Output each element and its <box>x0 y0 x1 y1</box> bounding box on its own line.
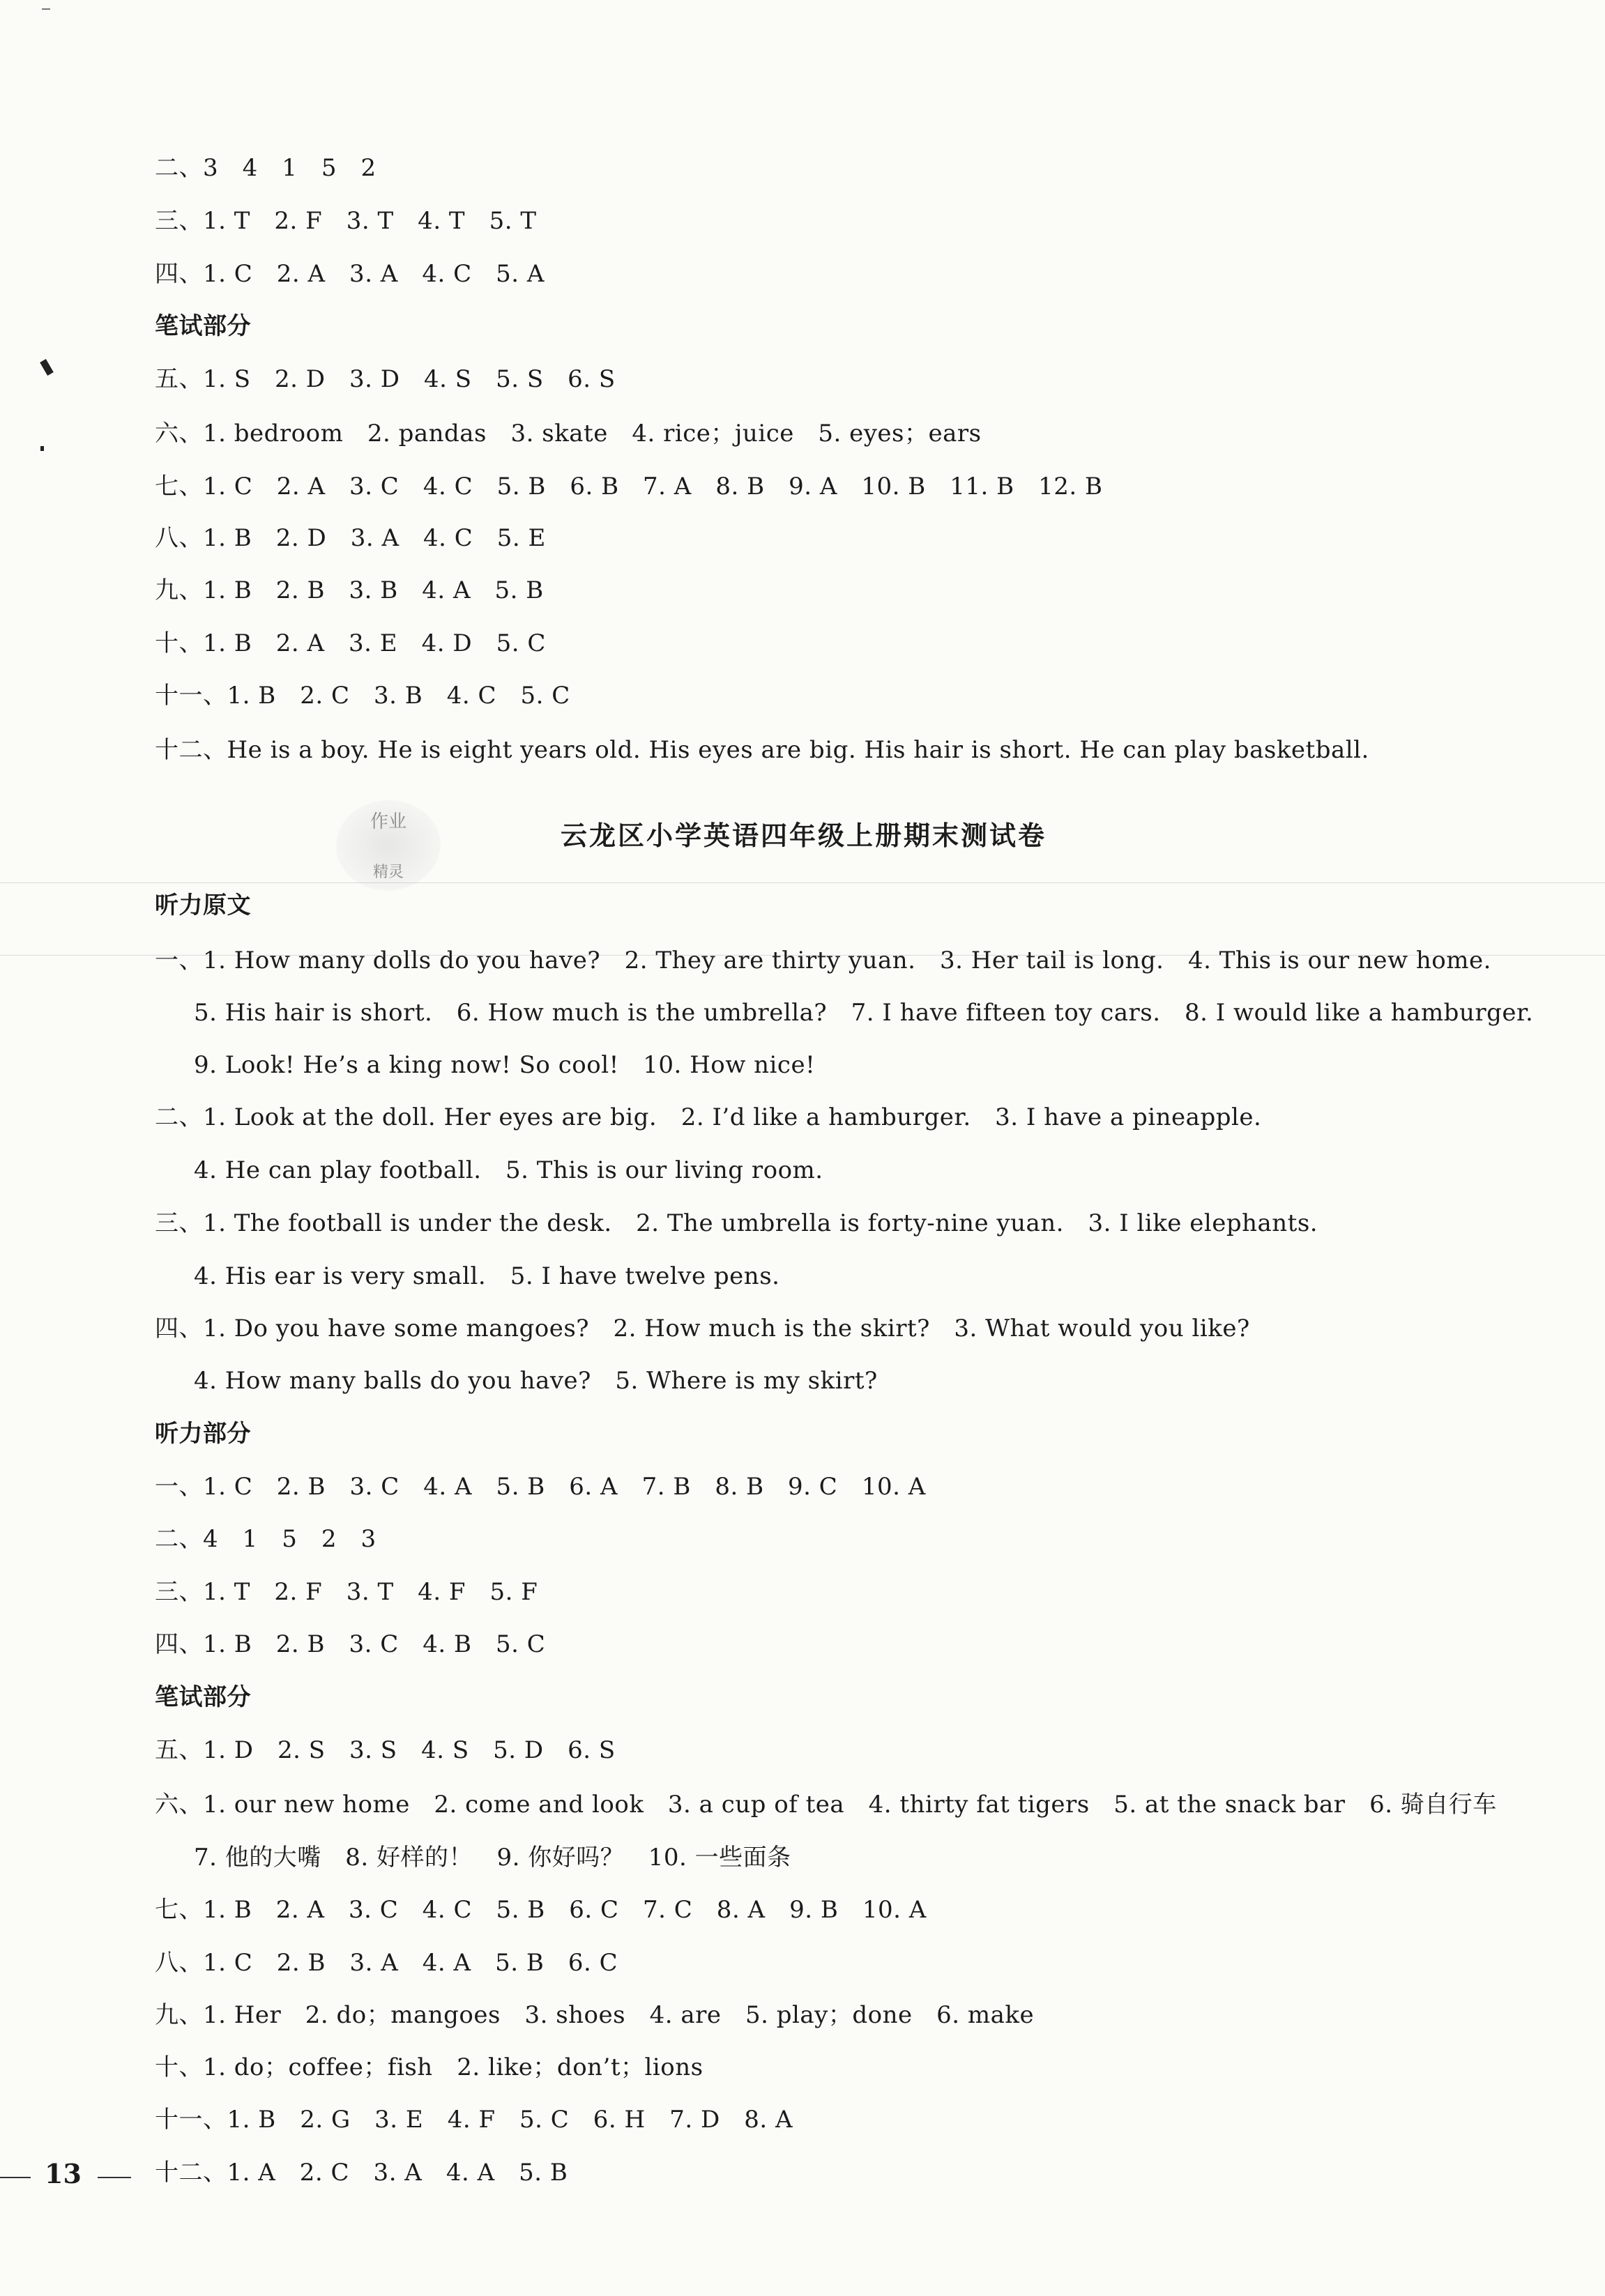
scan-speck <box>42 8 50 10</box>
answer-line: 六、1. our new home 2. come and look 3. a cup of tea 4. thirty fat tigers 5. at the snack bar 6. 骑自行车 <box>155 1791 1497 1819</box>
answer-line: 八、1. B 2. D 3. A 4. C 5. E <box>155 524 546 552</box>
section-heading: 笔试部分 <box>155 1683 251 1711</box>
answer-line: 八、1. C 2. B 3. A 4. A 5. B 6. C <box>155 1949 618 1977</box>
answer-line: 四、1. C 2. A 3. A 4. C 5. A <box>155 260 545 288</box>
answer-line: 五、1. S 2. D 3. D 4. S 5. S 6. S <box>155 365 616 393</box>
answer-line: 十二、1. A 2. C 3. A 4. A 5. B <box>155 2159 568 2187</box>
footer-rule-right <box>98 2177 131 2178</box>
scan-speck <box>40 446 44 451</box>
transcript-line: 4. He can play football. 5. This is our living room. <box>194 1156 823 1184</box>
section-title: 云龙区小学英语四年级上册期末测试卷 <box>561 820 1047 851</box>
answer-line: 七、1. B 2. A 3. C 4. C 5. B 6. C 7. C 8. A 9. B 10. A <box>155 1896 927 1924</box>
transcript-line: 4. His ear is very small. 5. I have twelve pens. <box>194 1262 780 1290</box>
answer-line: 四、1. B 2. B 3. C 4. B 5. C <box>155 1630 546 1658</box>
answer-line: 五、1. D 2. S 3. S 4. S 5. D 6. S <box>155 1736 616 1764</box>
answer-line: 七、1. C 2. A 3. C 4. C 5. B 6. B 7. A 8. B 9. A 10. B 11. B 12. B <box>155 473 1103 500</box>
scan-speck <box>40 359 54 376</box>
section-heading: 笔试部分 <box>155 312 251 340</box>
answer-line: 一、1. C 2. B 3. C 4. A 5. B 6. A 7. B 8. B 9. C 10. A <box>155 1473 926 1501</box>
answer-line: 六、1. bedroom 2. pandas 3. skate 4. rice；juice 5. eyes；ears <box>155 420 982 447</box>
transcript-line: 4. How many balls do you have? 5. Where is my skirt? <box>194 1367 878 1395</box>
answer-line: 二、4 1 5 2 3 <box>155 1525 376 1553</box>
answer-line: 十、1. do；coffee；fish 2. like；don’t；lions <box>155 2053 703 2081</box>
answer-line: 十、1. B 2. A 3. E 4. D 5. C <box>155 629 546 657</box>
answer-line: 十一、1. B 2. C 3. B 4. C 5. C <box>155 682 570 710</box>
section-heading: 听力部分 <box>155 1420 251 1448</box>
transcript-line: 四、1. Do you have some mangoes? 2. How much is the skirt? 3. What would you like? <box>155 1315 1250 1342</box>
answer-line: 三、1. T 2. F 3. T 4. T 5. T <box>155 207 537 235</box>
transcript-line: 5. His hair is short. 6. How much is the umbrella? 7. I have fifteen toy cars. 8. I would like a hamburger. <box>194 999 1534 1027</box>
answer-line: 三、1. T 2. F 3. T 4. F 5. F <box>155 1578 538 1606</box>
answer-line: 九、1. B 2. B 3. B 4. A 5. B <box>155 576 544 604</box>
watermark-stamp <box>336 800 441 891</box>
transcript-line: 二、1. Look at the doll. Her eyes are big. 2. I’d like a hamburger. 3. I have a pineapple. <box>155 1103 1262 1131</box>
answer-line: 二、3 4 1 5 2 <box>155 154 376 182</box>
transcript-line: 三、1. The football is under the desk. 2. The umbrella is forty-nine yuan. 3. I like elephants. <box>155 1209 1318 1237</box>
answer-line: 7. 他的大嘴 8. 好样的！ 9. 你好吗？ 10. 一些面条 <box>194 1844 791 1872</box>
stamp-text-bottom: 精灵 <box>372 864 404 881</box>
transcript-line: 一、1. How many dolls do you have? 2. They are thirty yuan. 3. Her tail is long. 4. This is our new home. <box>155 947 1491 974</box>
page-number: 13 <box>45 2158 82 2189</box>
footer-rule-left <box>0 2177 31 2178</box>
transcript-line: 9. Look! He’s a king now! So cool! 10. How nice! <box>194 1051 816 1079</box>
scan-line <box>0 882 1605 883</box>
answer-line: 九、1. Her 2. do；mangoes 3. shoes 4. are 5. play；done 6. make <box>155 2001 1035 2029</box>
answer-line: 十二、He is a boy. He is eight years old. His eyes are big. His hair is short. He can play basketball. <box>155 736 1369 764</box>
section-heading: 听力原文 <box>155 891 251 919</box>
answer-line: 十一、1. B 2. G 3. E 4. F 5. C 6. H 7. D 8. A <box>155 2106 793 2134</box>
stamp-text-top: 作业 <box>370 811 406 832</box>
